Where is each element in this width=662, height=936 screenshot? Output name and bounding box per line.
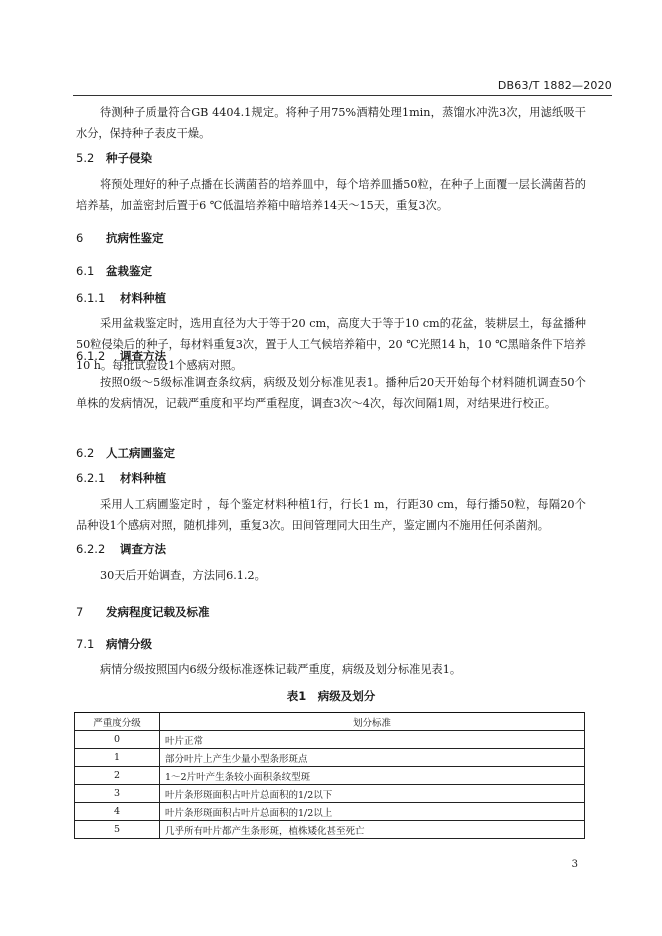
column-header-grade: 严重度分级 bbox=[75, 713, 160, 731]
table-header-row bbox=[75, 713, 585, 731]
heading-title: 材料种植 bbox=[120, 471, 167, 485]
document-code: DB63/T 1882—2020 bbox=[497, 79, 612, 92]
heading-6-1-2 bbox=[76, 348, 166, 364]
heading-number: 6.2 bbox=[76, 446, 95, 460]
grade-cell: 1 bbox=[75, 749, 160, 767]
heading-title: 调查方法 bbox=[120, 542, 167, 556]
heading-6-2 bbox=[76, 445, 175, 461]
heading-title: 人工病圃鉴定 bbox=[106, 446, 176, 460]
paragraph-seed-infection: 将预处理好的种子点播在长满菌苔的培养皿中，每个培养皿播50粒，在种子上面覆一层长满菌苔的培养基，加盖密封后置于6 ℃低温培养箱中暗培养14天～15天，重复3次。 bbox=[76, 178, 586, 212]
paragraph-pot-survey: 按照0级～5级标准调查条纹病，病级及划分标准见表1。播种后20天开始每个材料随机调查50个单株的发病情况，记载严重度和平均严重程度，调查3次～4次，每次间隔1周，对结果进行校正。 bbox=[76, 376, 586, 410]
heading-number: 6.2.2 bbox=[76, 542, 106, 556]
heading-number: 6.1 bbox=[76, 264, 95, 278]
criteria-cell: 叶片正常 bbox=[160, 731, 585, 749]
page-number: 3 bbox=[571, 859, 578, 870]
table-row bbox=[75, 767, 585, 785]
criteria-cell: 部分叶片上产生少量小型条形斑点 bbox=[160, 749, 585, 767]
heading-title: 病情分级 bbox=[106, 637, 153, 651]
header-divider bbox=[73, 95, 612, 96]
paragraph-seed-quality: 待测种子质量符合GB 4404.1规定。将种子用75%酒精处理1min，蒸馏水冲洗3次，用滤纸吸干水分，保持种子表皮干燥。 bbox=[76, 106, 586, 140]
heading-6-2-1 bbox=[76, 470, 166, 486]
heading-number: 5.2 bbox=[76, 151, 95, 165]
grade-cell: 0 bbox=[75, 731, 160, 749]
heading-6-1-1 bbox=[76, 290, 166, 306]
criteria-cell: 几乎所有叶片都产生条形斑，植株矮化甚至死亡 bbox=[160, 821, 585, 839]
grade-cell: 2 bbox=[75, 767, 160, 785]
disease-grade-table bbox=[74, 712, 585, 839]
table-row bbox=[75, 749, 585, 767]
paragraph-pot-material: 采用盆栽鉴定时，选用直径为大于等于20 cm，高度大于等于10 cm的花盆，装耕层土，每盆播种50粒侵染后的种子，每材料重复3次，置于人工气候培养箱中，20 ℃光照14 h，10 ℃黑暗条件下培养10 h。每批试验设1个感病对照。 bbox=[76, 317, 586, 372]
heading-number: 7.1 bbox=[76, 637, 95, 651]
heading-5-2 bbox=[76, 150, 152, 166]
heading-title: 调查方法 bbox=[120, 349, 167, 363]
criteria-cell: 1～2片叶产生条较小面积条纹型斑 bbox=[160, 767, 585, 785]
criteria-cell: 叶片条形斑面积占叶片总面积的1/2以下 bbox=[160, 785, 585, 803]
heading-number: 6.2.1 bbox=[76, 471, 106, 485]
table-row bbox=[75, 785, 585, 803]
grade-cell: 4 bbox=[75, 803, 160, 821]
heading-title: 种子侵染 bbox=[106, 151, 153, 165]
grade-cell: 5 bbox=[75, 821, 160, 839]
heading-number: 6.1.2 bbox=[76, 349, 106, 363]
heading-number: 6.1.1 bbox=[76, 291, 106, 305]
paragraph-field-survey: 30天后开始调查，方法同6.1.2。 bbox=[100, 569, 266, 582]
paragraph-grading: 病情分级按照国内6级分级标准逐株记载严重度，病级及划分标准见表1。 bbox=[100, 663, 462, 676]
heading-7 bbox=[76, 604, 210, 620]
heading-6-1 bbox=[76, 263, 152, 279]
heading-7-1 bbox=[76, 636, 152, 652]
table-caption: 表1 病级及划分 bbox=[286, 689, 376, 703]
table-row bbox=[75, 821, 585, 839]
heading-title: 材料种植 bbox=[120, 291, 167, 305]
criteria-cell: 叶片条形斑面积占叶片总面积的1/2以上 bbox=[160, 803, 585, 821]
column-header-criteria: 划分标准 bbox=[160, 713, 585, 731]
heading-title: 盆栽鉴定 bbox=[106, 264, 153, 278]
heading-6 bbox=[76, 230, 164, 246]
paragraph-field-material: 采用人工病圃鉴定时 ，每个鉴定材料种植1行，行长1 m，行距30 cm，每行播50粒，每隔20个品种设1个感病对照，随机排列，重复3次。田间管理同大田生产，鉴定圃内不施用任何杀菌剂。 bbox=[76, 498, 586, 532]
table-row bbox=[75, 803, 585, 821]
heading-6-2-2 bbox=[76, 541, 166, 557]
grade-cell: 3 bbox=[75, 785, 160, 803]
heading-title: 发病程度记载及标准 bbox=[106, 605, 210, 619]
heading-number: 7 bbox=[76, 605, 84, 619]
heading-number: 6 bbox=[76, 231, 84, 245]
table-row bbox=[75, 731, 585, 749]
heading-title: 抗病性鉴定 bbox=[106, 231, 164, 245]
